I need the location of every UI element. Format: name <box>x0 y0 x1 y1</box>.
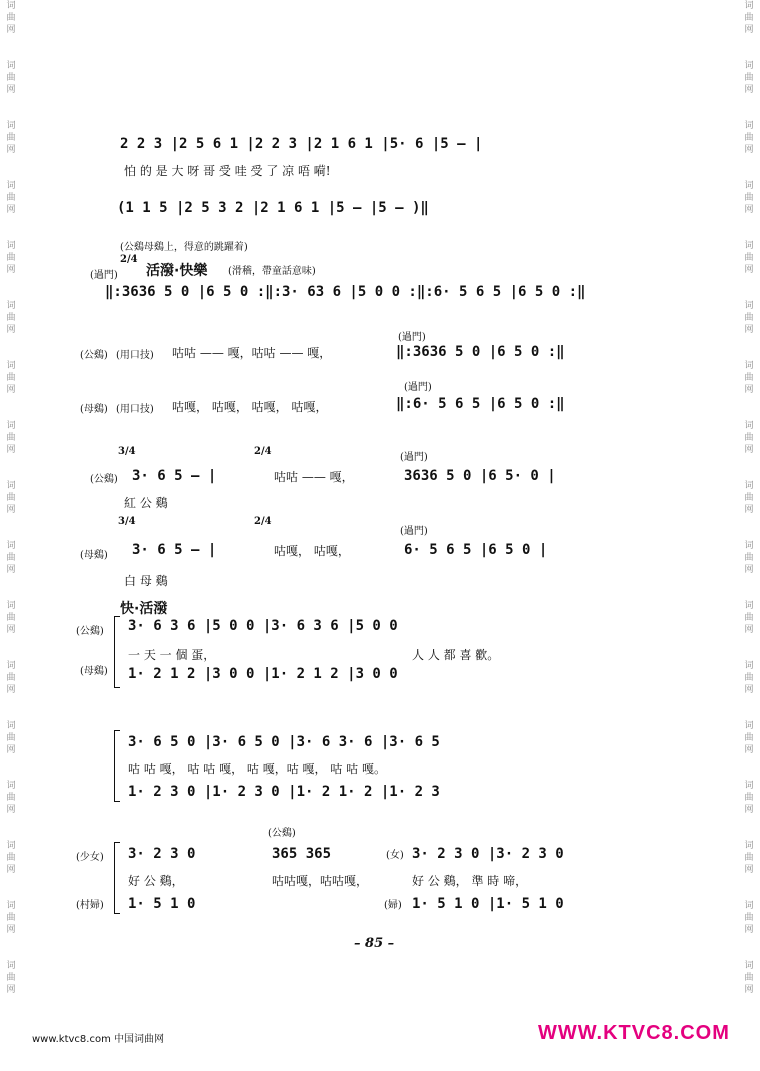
watermark-char: 词 <box>744 481 754 491</box>
watermark-group <box>2 900 20 960</box>
hen-label: (母鷄) <box>80 404 108 415</box>
interlude-label: (過門) <box>404 382 432 393</box>
watermark-char: 网 <box>744 205 754 215</box>
score-row-8-bottom: 1· 2 1 2 |3 0 0 |1· 2 1 2 |3 0 0 <box>128 666 398 682</box>
watermark-char: 网 <box>6 145 16 155</box>
right-watermark-column <box>740 0 758 1020</box>
watermark-char: 网 <box>744 685 754 695</box>
rooster-label: (公鷄) <box>268 828 296 839</box>
score-row-2-notes: (1 1 5 |2 5 3 2 |2 1 6 1 |5 — |5 — )‖ <box>117 200 429 216</box>
watermark-group <box>740 900 758 960</box>
tempo-marking-1: 活潑·快樂 <box>146 263 208 279</box>
watermark-char: 曲 <box>744 13 754 23</box>
watermark-group <box>740 60 758 120</box>
stage-direction: (公鷄母鷄上，得意的跳躍着) <box>120 242 248 253</box>
watermark-char: 网 <box>744 925 754 935</box>
score-row-7-notes-b: 6· 5 6 5 |6 5 0 | <box>404 542 548 558</box>
watermark-char: 词 <box>6 721 16 731</box>
watermark-char: 词 <box>6 121 16 131</box>
system-bracket <box>114 730 120 802</box>
watermark-char: 曲 <box>744 853 754 863</box>
watermark-char: 曲 <box>6 673 16 683</box>
watermark-char: 网 <box>744 745 754 755</box>
watermark-char: 网 <box>6 385 16 395</box>
watermark-char: 词 <box>6 241 16 251</box>
watermark-char: 词 <box>744 841 754 851</box>
watermark-char: 曲 <box>6 13 16 23</box>
watermark-char: 曲 <box>6 373 16 383</box>
watermark-group <box>740 960 758 1020</box>
watermark-char: 网 <box>744 505 754 515</box>
watermark-group <box>740 360 758 420</box>
watermark-char: 词 <box>744 721 754 731</box>
score-row-6-notes-b: 3636 5 0 |6 5· 0 | <box>404 468 556 484</box>
watermark-group <box>2 540 20 600</box>
watermark-char: 词 <box>744 241 754 251</box>
watermark-char: 词 <box>6 541 16 551</box>
watermark-group <box>740 120 758 180</box>
watermark-char: 网 <box>744 145 754 155</box>
watermark-char: 词 <box>6 481 16 491</box>
hen-label: (母鷄) <box>80 550 108 561</box>
watermark-group <box>2 360 20 420</box>
watermark-char: 网 <box>744 805 754 815</box>
time-signature-3-4: 3/4 <box>118 446 136 457</box>
watermark-group <box>740 0 758 60</box>
watermark-char: 词 <box>6 301 16 311</box>
watermark-group <box>2 420 20 480</box>
page-number: – 85 – <box>354 936 395 951</box>
watermark-char: 网 <box>744 265 754 275</box>
interlude-label: (過門) <box>400 526 428 537</box>
watermark-char: 网 <box>744 865 754 875</box>
watermark-char: 词 <box>744 421 754 431</box>
score-row-10-bottom-b: 1· 5 1 0 |1· 5 1 0 <box>412 896 564 912</box>
mouth-technique-label: (用口技) <box>116 350 154 361</box>
watermark-char: 曲 <box>744 253 754 263</box>
watermark-group <box>2 840 20 900</box>
watermark-char: 网 <box>6 925 16 935</box>
score-row-3-notes: ‖:3636 5 0 |6 5 0 :‖:3· 63 6 |5 0 0 :‖:6· 5 6 5 |6 5 0 :‖ <box>105 284 586 300</box>
watermark-char: 词 <box>6 1 16 11</box>
watermark-char: 网 <box>744 985 754 995</box>
watermark-char: 网 <box>6 745 16 755</box>
score-row-4-notes: ‖:3636 5 0 |6 5 0 :‖ <box>396 344 565 360</box>
watermark-char: 词 <box>6 961 16 971</box>
watermark-char: 网 <box>744 385 754 395</box>
watermark-char: 曲 <box>6 73 16 83</box>
watermark-char: 曲 <box>744 373 754 383</box>
watermark-char: 网 <box>744 625 754 635</box>
watermark-char: 曲 <box>744 973 754 983</box>
row-7-text: 咕嘎， 咕嘎， <box>274 544 350 558</box>
row-8-lyric-b: 人 人 都 喜 歡。 <box>412 648 500 662</box>
watermark-char: 网 <box>6 565 16 575</box>
watermark-group <box>740 300 758 360</box>
watermark-group <box>2 180 20 240</box>
row-10-lyric-a: 好 公 鷄， <box>128 874 184 888</box>
watermark-char: 曲 <box>6 433 16 443</box>
footer-logo: WWW.KTVC8.COM <box>538 1022 730 1044</box>
rooster-label: (公鷄) <box>80 350 108 361</box>
watermark-char: 曲 <box>744 193 754 203</box>
watermark-char: 网 <box>6 865 16 875</box>
watermark-char: 曲 <box>744 793 754 803</box>
watermark-group <box>2 60 20 120</box>
left-watermark-column <box>2 0 20 1020</box>
watermark-char: 曲 <box>6 853 16 863</box>
watermark-group <box>2 120 20 180</box>
watermark-char: 网 <box>6 205 16 215</box>
watermark-char: 词 <box>6 841 16 851</box>
watermark-char: 曲 <box>744 73 754 83</box>
watermark-char: 词 <box>6 361 16 371</box>
watermark-char: 曲 <box>744 913 754 923</box>
watermark-char: 网 <box>6 685 16 695</box>
watermark-char: 词 <box>744 601 754 611</box>
watermark-group <box>740 540 758 600</box>
watermark-group <box>2 240 20 300</box>
watermark-group <box>2 660 20 720</box>
watermark-char: 曲 <box>6 253 16 263</box>
watermark-char: 曲 <box>6 913 16 923</box>
time-signature-2-4: 2/4 <box>254 516 272 527</box>
score-row-1-notes: 2 2 3 |2 5 6 1 |2 2 3 |2 1 6 1 |5· 6 |5 — | <box>120 136 483 152</box>
watermark-char: 词 <box>744 961 754 971</box>
watermark-char: 词 <box>6 781 16 791</box>
tempo-marking-2: 快·活潑 <box>120 601 168 617</box>
watermark-char: 网 <box>6 805 16 815</box>
watermark-char: 词 <box>744 1 754 11</box>
watermark-char: 网 <box>744 565 754 575</box>
watermark-char: 词 <box>744 301 754 311</box>
watermark-group <box>740 180 758 240</box>
watermark-char: 网 <box>6 85 16 95</box>
watermark-char: 词 <box>744 361 754 371</box>
hen-label: (母鷄) <box>80 666 108 677</box>
rooster-label: (公鷄) <box>76 626 104 637</box>
score-row-7-notes-a: 3· 6 5 — | <box>132 542 217 558</box>
interlude-label: (過門) <box>90 270 118 281</box>
watermark-char: 网 <box>6 25 16 35</box>
watermark-char: 曲 <box>6 733 16 743</box>
watermark-char: 网 <box>744 25 754 35</box>
watermark-char: 网 <box>744 445 754 455</box>
score-row-6-notes-a: 3· 6 5 — | <box>132 468 217 484</box>
watermark-char: 词 <box>744 901 754 911</box>
interlude-label: (過門) <box>400 452 428 463</box>
watermark-char: 网 <box>6 985 16 995</box>
row-10-lyric-b: 好 公 鷄， 準 時 啼， <box>412 874 528 888</box>
watermark-group <box>740 480 758 540</box>
row-4-text: 咕咕 —— 嘎，咕咕 —— 嘎， <box>172 346 332 360</box>
score-row-10-middle: 365 365 <box>272 846 332 862</box>
time-signature-3-4: 3/4 <box>118 516 136 527</box>
watermark-group <box>740 600 758 660</box>
watermark-char: 曲 <box>6 133 16 143</box>
female-mark: (女) <box>386 850 404 861</box>
girl-label: (少女) <box>76 852 104 863</box>
row-9-lyric: 咕 咕 嘎， 咕 咕 嘎， 咕 嘎，咕 嘎， 咕 咕 嘎。 <box>128 762 386 776</box>
watermark-char: 曲 <box>744 673 754 683</box>
watermark-char: 曲 <box>744 313 754 323</box>
time-signature-2-4: 2/4 <box>254 446 272 457</box>
watermark-char: 词 <box>6 181 16 191</box>
system-bracket <box>114 616 120 688</box>
score-row-10-top-a: 3· 2 3 0 <box>128 846 196 862</box>
score-row-8-top: 3· 6 3 6 |5 0 0 |3· 6 3 6 |5 0 0 <box>128 618 398 634</box>
woman-mark: (婦) <box>384 900 402 911</box>
watermark-char: 网 <box>6 325 16 335</box>
score-row-1-lyrics: 怕 的 是 大 呀 哥 受 哇 受 了 凉 唔 嗬! <box>124 164 331 178</box>
watermark-char: 词 <box>744 661 754 671</box>
watermark-group <box>740 840 758 900</box>
watermark-char: 词 <box>6 421 16 431</box>
row-6-text: 咕咕 —— 嘎， <box>274 470 354 484</box>
row-5-text: 咕嘎， 咕嘎， 咕嘎， 咕嘎， <box>172 400 328 414</box>
watermark-group <box>740 780 758 840</box>
watermark-char: 曲 <box>6 613 16 623</box>
watermark-char: 曲 <box>6 193 16 203</box>
tempo-note: (滑稽，帶童話意味) <box>228 266 316 277</box>
watermark-group <box>2 300 20 360</box>
watermark-char: 网 <box>6 505 16 515</box>
watermark-group <box>2 960 20 1020</box>
row-6-lyric: 紅 公 鷄 <box>124 496 168 510</box>
watermark-char: 词 <box>6 61 16 71</box>
score-row-5-notes: ‖:6· 5 6 5 |6 5 0 :‖ <box>396 396 565 412</box>
watermark-group <box>2 0 20 60</box>
watermark-char: 曲 <box>6 493 16 503</box>
footer-site-text: www.ktvc8.com 中国词曲网 <box>32 1034 165 1045</box>
watermark-char: 网 <box>6 625 16 635</box>
mouth-technique-label: (用口技) <box>116 404 154 415</box>
watermark-char: 网 <box>6 265 16 275</box>
watermark-group <box>2 600 20 660</box>
watermark-group <box>740 720 758 780</box>
interlude-label: (過門) <box>398 332 426 343</box>
row-7-lyric: 白 母 鷄 <box>124 574 168 588</box>
row-10-lyric-middle: 咕咕嘎，咕咕嘎， <box>272 874 369 888</box>
watermark-char: 网 <box>744 325 754 335</box>
watermark-char: 曲 <box>744 553 754 563</box>
watermark-char: 曲 <box>6 793 16 803</box>
watermark-char: 词 <box>744 121 754 131</box>
watermark-char: 词 <box>744 541 754 551</box>
watermark-group <box>740 420 758 480</box>
watermark-char: 词 <box>744 61 754 71</box>
watermark-group <box>2 720 20 780</box>
watermark-group <box>740 660 758 720</box>
watermark-char: 曲 <box>6 973 16 983</box>
watermark-char: 曲 <box>744 733 754 743</box>
score-row-9-top: 3· 6 5 0 |3· 6 5 0 |3· 6 3· 6 |3· 6 5 <box>128 734 440 750</box>
watermark-char: 曲 <box>744 613 754 623</box>
system-bracket <box>114 842 120 914</box>
watermark-char: 词 <box>6 901 16 911</box>
watermark-char: 词 <box>744 181 754 191</box>
time-signature-2-4: 2/4 <box>120 254 138 265</box>
score-row-10-bottom-a: 1· 5 1 0 <box>128 896 196 912</box>
watermark-char: 网 <box>6 445 16 455</box>
watermark-group <box>2 480 20 540</box>
watermark-char: 曲 <box>6 313 16 323</box>
watermark-char: 曲 <box>744 433 754 443</box>
watermark-char: 曲 <box>6 553 16 563</box>
score-row-10-top-b: 3· 2 3 0 |3· 2 3 0 <box>412 846 564 862</box>
watermark-char: 词 <box>744 781 754 791</box>
watermark-group <box>740 240 758 300</box>
watermark-char: 曲 <box>744 133 754 143</box>
watermark-char: 曲 <box>744 493 754 503</box>
rooster-label: (公鷄) <box>90 474 118 485</box>
watermark-char: 词 <box>6 601 16 611</box>
watermark-char: 词 <box>6 661 16 671</box>
village-woman-label: (村婦) <box>76 900 104 911</box>
score-row-9-bottom: 1· 2 3 0 |1· 2 3 0 |1· 2 1· 2 |1· 2 3 <box>128 784 440 800</box>
row-8-lyric-a: 一 天 一 個 蛋， <box>128 648 216 662</box>
watermark-group <box>2 780 20 840</box>
watermark-char: 网 <box>744 85 754 95</box>
